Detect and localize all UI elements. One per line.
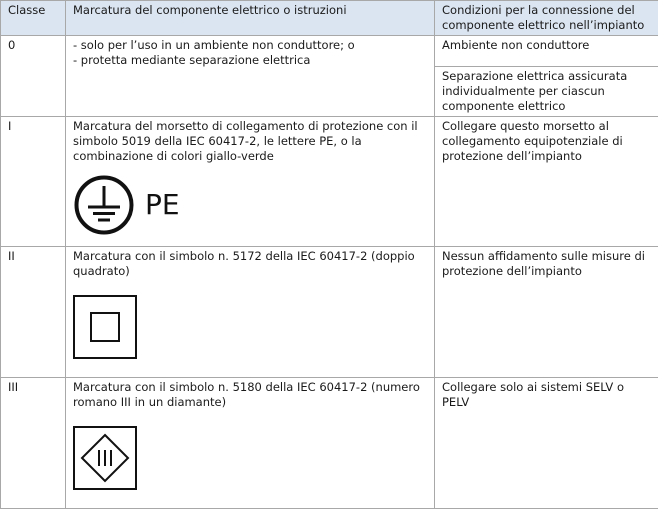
- table-row: [1, 36, 658, 117]
- table-row: [1, 378, 658, 509]
- conditions-cell: Nessun affidamento sulle misure di protezione dell’impianto: [435, 247, 658, 378]
- double-square-icon: [73, 295, 137, 359]
- protective-earth-icon: [73, 174, 135, 236]
- marking-text: Marcatura con il simbolo n. 5180 della IEC 60417-2 (numero romano III in un diamante): [73, 380, 428, 410]
- roman-three-diamond-icon: [73, 426, 137, 490]
- class-cell: 0: [1, 36, 66, 117]
- header-marking: Marcatura del componente elettrico o istruzioni: [66, 1, 435, 36]
- condition-item: Separazione elettrica assicurata individualmente per ciascun componente elettrico: [435, 67, 658, 116]
- class-cell: I: [1, 117, 66, 247]
- table-row: [1, 117, 658, 247]
- marking-cell: [66, 117, 435, 247]
- marking-cell: [66, 36, 435, 117]
- conditions-cell: Collegare solo ai sistemi SELV o PELV: [435, 378, 658, 509]
- header-conditions: Condizioni per la connessione del componente elettrico nell’impianto: [435, 1, 658, 36]
- header-class: Classe: [1, 1, 66, 36]
- marking-cell: [66, 247, 435, 378]
- class-cell: II: [1, 247, 66, 378]
- class-cell: III: [1, 378, 66, 509]
- table-row: [1, 247, 658, 378]
- marking-line: - solo per l’uso in un ambiente non conduttore; o: [73, 38, 428, 53]
- header-row: [1, 1, 658, 36]
- conditions-cell: Collegare questo morsetto al collegamento equipotenziale di protezione dell’impianto: [435, 117, 658, 247]
- conditions-cell: [435, 36, 658, 117]
- marking-cell: [66, 378, 435, 509]
- marking-text: Marcatura del morsetto di collegamento di protezione con il simbolo 5019 della IEC 60417-2, le lettere PE, o la combinazione di colori giallo-verde: [73, 119, 428, 164]
- pe-symbol: [73, 174, 428, 236]
- marking-text: Marcatura con il simbolo n. 5172 della IEC 60417-2 (doppio quadrato): [73, 249, 428, 279]
- marking-line: - protetta mediante separazione elettrica: [73, 53, 428, 68]
- condition-item: Ambiente non conduttore: [435, 36, 658, 67]
- pe-label: PE: [145, 190, 180, 220]
